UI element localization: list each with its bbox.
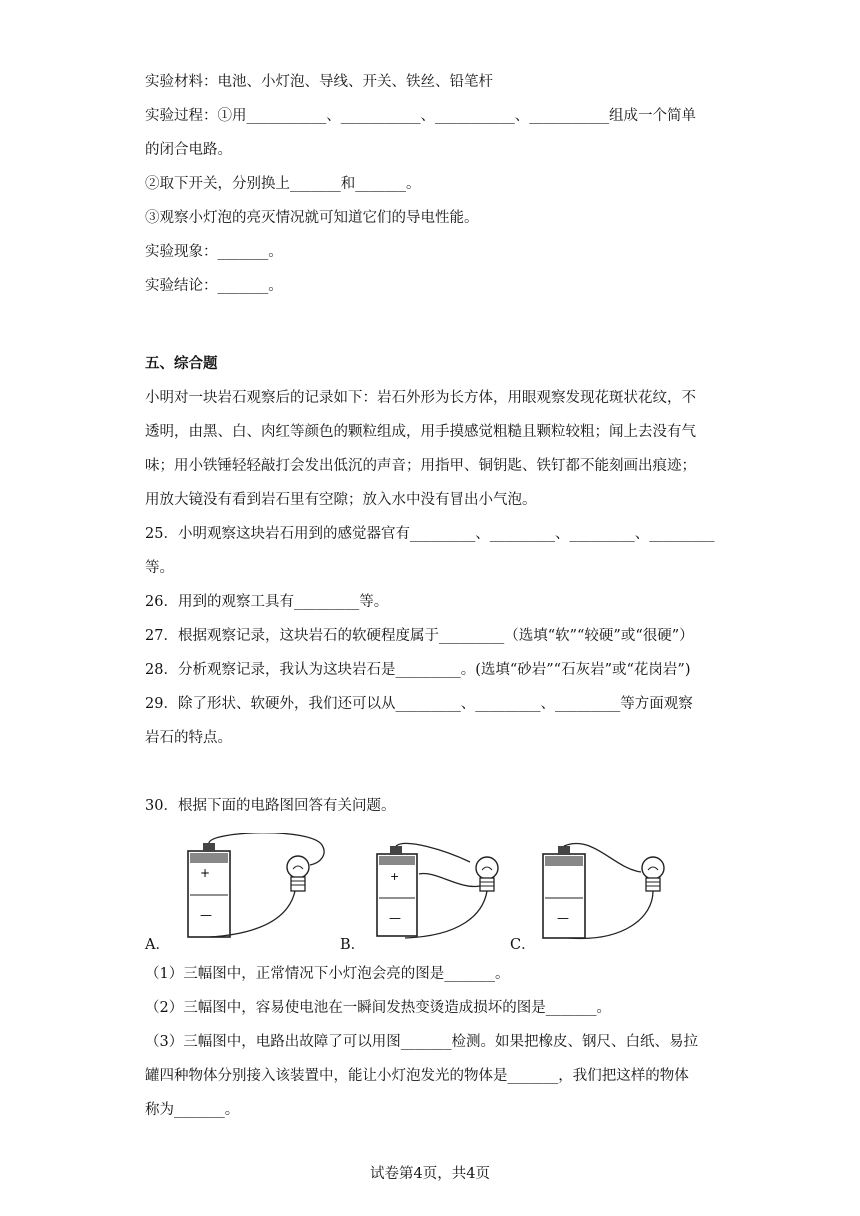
intro-line: 小明对一块岩石观察后的记录如下：岩石外形为长方体，用眼观察发现花斑状花纹，不	[145, 390, 696, 406]
question-30-sub-1: （1）三幅图中，正常情况下小灯泡会亮的图是_______。	[145, 966, 510, 982]
question-29-line-1: 29．除了形状、软硬外，我们还可以从_________、_________、_________等方面观察	[145, 696, 693, 712]
intro-line: 用放大镜没有看到岩石里有空隙；放入水中没有冒出小气泡。	[145, 492, 537, 508]
intro-line: 味；用小铁锤轻轻敲打会发出低沉的声音；用指甲、铜钥匙、铁钉都不能刻画出痕迹；	[145, 458, 696, 474]
question-30-title: 30．根据下面的电路图回答有关问题。	[145, 798, 396, 814]
process-line-1: 实验过程：①用___________、___________、___________、___________组成一个简单	[145, 108, 696, 124]
circuit-figure-a	[180, 833, 330, 943]
question-25-line-2: 等。	[145, 560, 174, 576]
plus-sign: +	[200, 866, 211, 880]
figure-b-label: B．	[340, 937, 366, 953]
minus-sign: —	[389, 911, 401, 925]
question-30-sub-3-line-1: （3）三幅图中，电路出故障了可以用图_______检测。如果把橡皮、钢尺、白纸、易拉	[145, 1034, 698, 1050]
minus-sign: —	[557, 911, 569, 925]
question-30-sub-3-line-2: 罐四种物体分别接入该装置中，能让小灯泡发光的物体是_______，我们把这样的物体	[145, 1068, 689, 1084]
question-26: 26．用到的观察工具有_________等。	[145, 594, 389, 610]
question-28: 28．分析观察记录，我认为这块岩石是_________。(选填“砂岩”“石灰岩”或“花岗岩”)	[145, 662, 691, 678]
plus-sign: +	[390, 870, 400, 883]
step-3-line: ③观察小灯泡的亮灭情况就可知道它们的导电性能。	[145, 210, 479, 226]
conclusion-line: 实验结论：_______。	[145, 278, 283, 294]
section-5-heading: 五、综合题	[145, 356, 218, 372]
process-line-2: 的闭合电路。	[145, 142, 232, 158]
page-footer: 试卷第4页，共4页	[370, 1166, 490, 1182]
minus-sign: —	[200, 908, 212, 922]
question-30-sub-3-line-3: 称为_______。	[145, 1102, 240, 1118]
phenomenon-line: 实验现象：_______。	[145, 244, 283, 260]
materials-line: 实验材料：电池、小灯泡、导线、开关、铁丝、铅笔杆	[145, 74, 493, 90]
question-30-sub-2: （2）三幅图中，容易使电池在一瞬间发热变烫造成损坏的图是_______。	[145, 1000, 611, 1016]
question-27: 27．根据观察记录，这块岩石的软硬程度属于_________（选填“软”“较硬”或“很硬”）	[145, 628, 694, 644]
circuit-figure-b	[365, 840, 515, 944]
intro-line: 透明，由黑、白、肉红等颜色的颗粒组成，用手摸感觉粗糙且颗粒较粗；闻上去没有气	[145, 424, 696, 440]
figure-c-label: C．	[510, 937, 536, 953]
circuit-figure-c	[533, 838, 683, 944]
step-2-line: ②取下开关，分别换上_______和_______。	[145, 176, 421, 192]
question-25-line-1: 25．小明观察这块岩石用到的感觉器官有_________、_________、_________、_________	[145, 526, 715, 542]
figure-a-label: A．	[145, 937, 170, 953]
question-29-line-2: 岩石的特点。	[145, 730, 232, 746]
